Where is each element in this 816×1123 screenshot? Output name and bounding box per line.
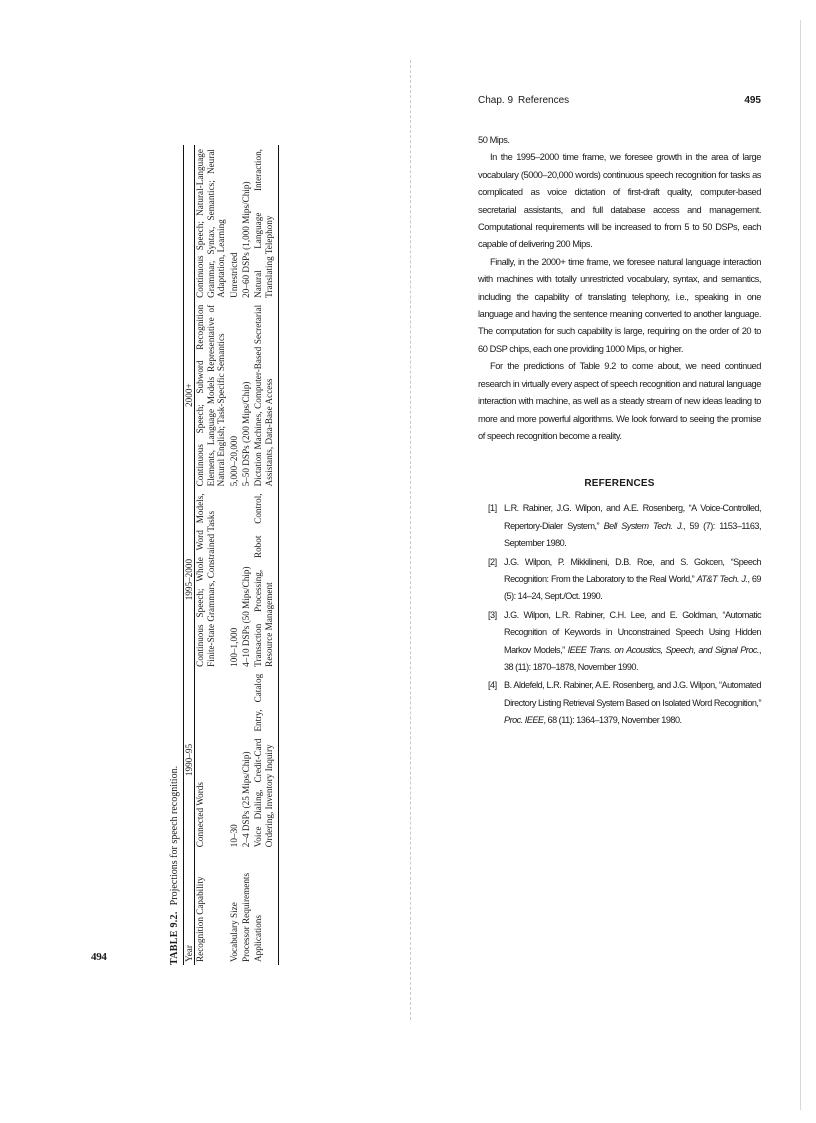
table-row <box>241 145 253 965</box>
reference-item <box>478 554 761 606</box>
reference-venue: Bell System Tech. J. <box>603 520 684 531</box>
table-cell: Continuous Speech; Subword Recognition Elements, Language Models Representative of Natural English; Task-Specific Semantics <box>195 304 227 487</box>
table-cell: 5,000–20,000 <box>228 435 239 487</box>
running-head-chapter: Chap. 9 <box>478 95 514 106</box>
reference-venue: Proc. IEEE <box>504 715 544 726</box>
reference-number: [1] <box>488 503 497 514</box>
table-cell: 5–50 DSPs (200 Mips/Chip) <box>241 381 252 487</box>
table-row <box>229 145 241 965</box>
reference-authors-title: J.G. Wilpon, P. Mikkilineni, D.B. Roe, and S. Gokcen, “Speech Recognition: From the Laboratory to the Real World,” <box>504 556 761 584</box>
table-cell: 2–4 DSPs (25 Mips/Chip) <box>241 751 252 848</box>
paragraph-continuation: 50 Mips. <box>478 135 510 145</box>
page-edge-line <box>800 20 801 1110</box>
table-cell: Connected Words <box>195 782 206 848</box>
table-cell: Natural Language Interaction, Translating Telephony <box>253 145 278 301</box>
table-cell: Continuous Speech; Natural-Language Grammar, Syntax, Semantics; Neural Adaptation, Learning <box>195 149 227 298</box>
table-cell: 4–10 DSPs (50 Mips/Chip) <box>241 566 252 667</box>
reference-number: [3] <box>488 609 497 620</box>
table-row-label: Applications <box>253 850 278 965</box>
table-header-2000-plus: 2000+ <box>184 301 195 490</box>
reference-details: , 38 (11): 1870–1878, November 1990. <box>504 644 761 672</box>
reference-number: [4] <box>488 680 497 691</box>
table-cell: Transaction Processing, Robot Control, Resource Management <box>253 489 278 669</box>
table-row-label: Recognition Capability <box>195 876 206 962</box>
table-cell: 100–1,000 <box>228 627 239 667</box>
table-header-blank <box>184 145 195 301</box>
reference-text <box>504 607 761 677</box>
table-cell: Dictation Machines, Computer-Based Secretarial Assistants, Data-Base Access <box>253 301 278 490</box>
paragraph: In the 1995–2000 time frame, we foresee growth in the area of large vocabulary (5000–20,000 words) continuous speech recognition for tasks as complicated as voice dictation of first-draft quality, computer-based secretarial assistants, and full database access and management. Computational requirements will be increased to from 5 to 50 DSPs, each capable of delivering 200 Mips. <box>478 152 761 250</box>
references-heading: REFERENCES <box>584 478 655 490</box>
table-header-1990-95: 1990–95 <box>184 670 195 850</box>
reference-text <box>504 677 761 729</box>
table-row <box>253 145 278 965</box>
table-caption-text: Projections for speech recognition. <box>169 765 180 906</box>
left-page-number: 494 <box>91 951 107 963</box>
table-cell: 20–60 DSPs (1,000 Mips/Chip) <box>241 181 252 298</box>
projections-table <box>183 145 279 965</box>
reference-venue: AT&T Tech. J. <box>696 573 748 584</box>
projections-table-block <box>170 145 310 965</box>
table-row <box>195 145 229 965</box>
table-header-year: Year <box>184 850 195 965</box>
reference-details: , 69 (5): 14–24, Sept./Oct. 1990. <box>504 573 761 602</box>
table-row-label: Vocabulary Size <box>228 902 239 962</box>
page-gutter-divider <box>410 60 411 1020</box>
reference-item <box>478 677 761 729</box>
reference-item <box>478 500 761 552</box>
references-list <box>478 500 761 729</box>
reference-text <box>504 500 761 552</box>
reference-details: , 68 (11): 1364–1379, November 1980. <box>543 715 682 726</box>
reference-text <box>504 554 761 606</box>
reference-authors-title: B. Aldefeld, L.R. Rabiner, A.E. Rosenberg, and J.G. Wilpon, “Automated Directory Listing Retrieval System Based on Isolated Word Recognition,” <box>504 680 761 708</box>
right-page <box>478 95 761 731</box>
table-row-label: Processor Requirements <box>241 872 252 962</box>
table-caption-label: TABLE 9.2. <box>169 911 180 965</box>
table-cell: Continuous Speech; Whole Word Models, Finite-State Grammars, Constrained Tasks <box>195 493 216 667</box>
running-head-title: References <box>518 95 570 106</box>
table-header-1995-2000: 1995–2000 <box>184 489 195 669</box>
reference-item <box>478 607 761 677</box>
reference-authors-title: J.G. Wilpon, L.R. Rabiner, C.H. Lee, and E. Goldman, “Automatic Recognition of Keywords in Unconstrained Speech Using Hidden Markov Models,” <box>504 609 761 655</box>
running-head <box>478 95 761 111</box>
paragraph: For the predictions of Table 9.2 to come about, we need continued research in virtually every aspect of speech recognition and natural language interaction with machine, as well as a steady stream of new ideas leading to more and more powerful algorithms. We look forward to seeing the promise of speech recognition become a reality. <box>478 361 761 441</box>
reference-details: , 59 (7): 1153–1163, September 1980. <box>504 520 761 549</box>
reference-authors-title: L.R. Rabiner, J.G. Wilpon, and A.E. Rosenberg, “A Voice-Controlled, Repertory-Dialer System,” <box>504 503 761 531</box>
reference-venue: IEEE Trans. on Acoustics, Speech, and Signal Proc. <box>567 644 759 655</box>
table-cell: Unrestricted <box>228 252 239 298</box>
body-text <box>478 132 761 445</box>
right-page-number: 495 <box>744 95 761 106</box>
table-cell: Voice Dialing, Credit-Card Entry, Catalog Ordering, Inventory Inquiry <box>253 670 278 850</box>
table-cell: 10–30 <box>228 824 239 848</box>
reference-number: [2] <box>488 556 497 567</box>
table-caption <box>170 145 183 965</box>
paragraph: Finally, in the 2000+ time frame, we foresee natural language interaction with machines with totally unrestricted vocabulary, syntax, and semantics, including the capability of translating telephony, i.e., speaking in one language and having the sentence meaning converted to another language. The computation for such capability is large, requiring on the order of 20 to 60 DSP chips, each one providing 1000 Mips, or higher. <box>478 256 761 354</box>
